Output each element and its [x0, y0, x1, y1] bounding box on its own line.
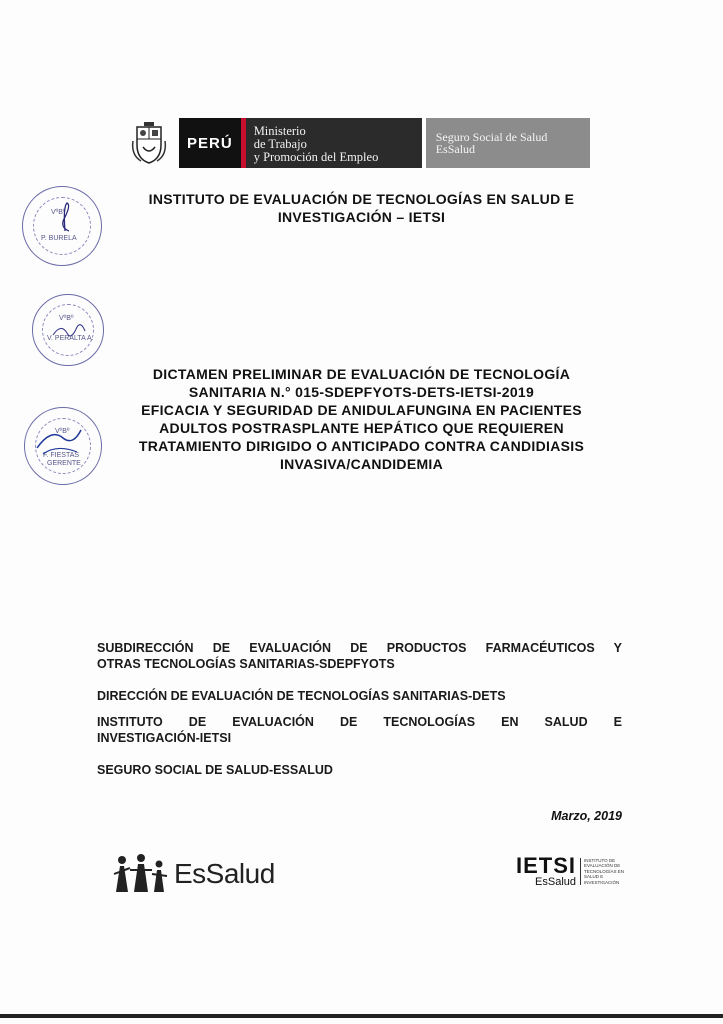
family-figures-icon [112, 854, 170, 894]
unit-1-line-1: SUBDIRECCIÓN DE EVALUACIÓN DE PRODUCTOS FARMACÉUTICOS Y [97, 641, 622, 655]
dictamen-line-3: EFICACIA Y SEGURIDAD DE ANIDULAFUNGINA EN PACIENTES [141, 402, 582, 418]
unit-1-line-2: OTRAS TECNOLOGÍAS SANITARIAS-SDEPFYOTS [97, 657, 395, 671]
stamp-3-name: F. FIESTAS [43, 452, 80, 459]
stamp-3-role: GERENTE [47, 460, 81, 467]
ministry-line-2: de Trabajo [253, 136, 307, 151]
essalud-line-1: Seguro Social de Salud [435, 130, 548, 144]
unit-dets: DIRECCIÓN DE EVALUACIÓN DE TECNOLOGÍAS SANITARIAS-DETS [97, 689, 506, 703]
dictamen-title [100, 365, 623, 473]
essalud-block [426, 118, 590, 168]
dictamen-line-4: ADULTOS POSTRASPLANTE HEPÁTICO QUE REQUIEREN [159, 420, 564, 436]
bottom-scan-edge [0, 1014, 723, 1018]
document-date: Marzo, 2019 [551, 809, 622, 823]
signature-3-icon [33, 424, 85, 458]
ietsi-logo-subtext: EsSalud [535, 876, 577, 888]
ietsi-logo-text: IETSI [516, 853, 577, 878]
signature-1-icon [45, 201, 81, 235]
unit-ietsi [97, 714, 622, 746]
essalud-logo [112, 852, 275, 896]
institute-title: INSTITUTO DE EVALUACIÓN DE TECNOLOGÍAS EN SALUD E INVESTIGACIÓN – IETSI [148, 191, 575, 225]
ministry-line-1: Ministerio [253, 123, 306, 138]
essalud-line-2: EsSalud [435, 142, 476, 156]
stamp-1-vobo: VºBº [51, 209, 66, 216]
stamp-1-name: P. BURELA [41, 235, 77, 242]
stamp-2-vobo: VºBº [59, 315, 74, 322]
ietsi-logo [516, 855, 624, 888]
government-banner [125, 118, 590, 168]
dictamen-line-2: SANITARIA N.° 015-SDEPFYOTS-DETS-IETSI-2019 [188, 384, 535, 400]
peru-coat-of-arms-icon [125, 118, 173, 168]
unit-sdepfyots [97, 640, 622, 672]
unit-essalud: SEGURO SOCIAL DE SALUD-ESSALUD [97, 763, 333, 777]
ietsi-logo-sidetext: INSTITUTO DE EVALUACIÓN DE TECNOLOGÍAS EN SALUD E INVESTIGACIÓN [580, 858, 624, 885]
peru-label: PERÚ [179, 118, 241, 168]
essalud-logo-text: EsSalud [174, 858, 275, 889]
stamp-2-name: V. PERALTA A. [47, 335, 94, 342]
dictamen-line-5: TRATAMIENTO DIRIGIDO O ANTICIPADO CONTRA CANDIDIASIS [138, 438, 585, 454]
stamp-3-vobo: VºBº [55, 428, 70, 435]
ministry-line-3: y Promoción del Empleo [253, 149, 379, 164]
approval-stamp-2 [32, 294, 104, 366]
signature-2-icon [49, 319, 89, 343]
unit-3-line-1: INSTITUTO DE EVALUACIÓN DE TECNOLOGÍAS EN SALUD E [97, 715, 622, 729]
ministry-block [246, 118, 422, 168]
approval-stamp-3 [24, 407, 102, 485]
unit-3-line-2: INVESTIGACIÓN-IETSI [97, 731, 232, 745]
dictamen-line-6: INVASIVA/CANDIDEMIA [279, 456, 444, 472]
dictamen-line-1: DICTAMEN PRELIMINAR DE EVALUACIÓN DE TECNOLOGÍA [152, 366, 571, 382]
approval-stamp-1 [22, 186, 102, 266]
